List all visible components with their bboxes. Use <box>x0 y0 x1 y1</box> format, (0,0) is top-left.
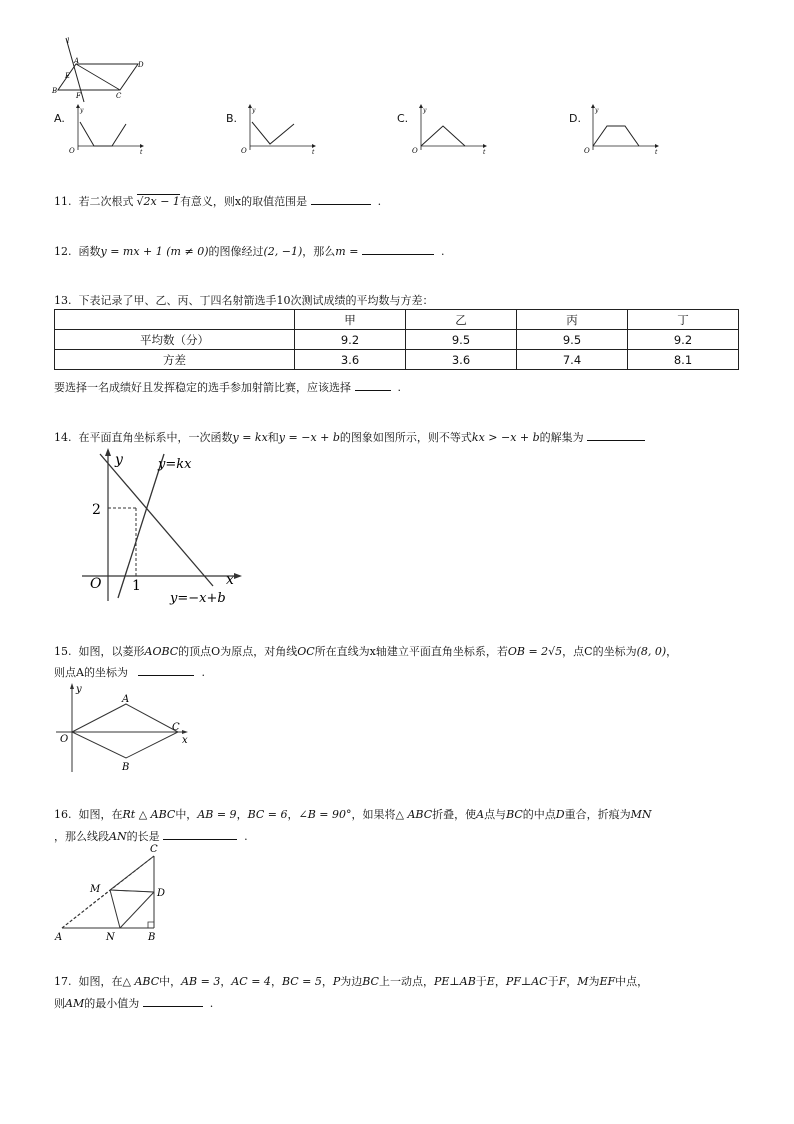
option-b-letter: B. <box>226 112 238 125</box>
svg-text:y: y <box>595 107 599 114</box>
q15-rhombus-figure <box>54 680 204 776</box>
q14-line2-label: y=−x+b <box>170 591 226 606</box>
svg-text:x: x <box>182 735 188 746</box>
q14-line1-label: y=kx <box>158 457 192 472</box>
svg-text:y: y <box>76 684 82 695</box>
label-B: B <box>52 87 58 95</box>
q14-origin: O <box>90 576 102 592</box>
question-15-line1: 15. 如图，以菱形AOBC的顶点O为原点，对角线OC所在直线为x轴建立平面直角坐标系，若OB = 2√5，点C的坐标为(8, 0)， <box>54 645 678 658</box>
svg-text:C: C <box>172 722 180 733</box>
label-l: l <box>67 37 70 45</box>
svg-text:O: O <box>584 147 590 155</box>
option-c-graph <box>407 102 489 158</box>
svg-text:M: M <box>90 884 101 895</box>
table-row: 方差 3.6 3.6 7.4 8.1 <box>55 350 739 370</box>
svg-text:t: t <box>140 149 143 156</box>
q14-graph <box>78 446 253 606</box>
svg-text:A: A <box>55 932 63 943</box>
q14-answer-blank[interactable] <box>587 430 645 441</box>
option-c-letter: C. <box>397 112 409 125</box>
svg-text:D: D <box>157 888 166 899</box>
question-12: 12. 函数y = mx + 1 (m ≠ 0)的图像经过(2, −1)，那么m = . <box>54 245 445 258</box>
svg-text:C: C <box>150 844 158 855</box>
option-d-letter: D. <box>569 112 581 125</box>
question-14: 14. 在平面直角坐标系中，一次函数y = kx和y = −x + b的图象如图所示，则不等式kx > −x + b的解集为 <box>54 429 645 445</box>
q13-question: 要选择一名成绩好且发挥稳定的选手参加射箭比赛，应该选择 . <box>54 381 401 394</box>
option-a-letter: A. <box>54 112 65 125</box>
q14-tick-y: 2 <box>92 502 101 518</box>
svg-text:t: t <box>312 149 315 156</box>
label-E: E <box>65 72 71 80</box>
q13-answer-blank[interactable] <box>355 380 391 391</box>
svg-text:y: y <box>252 107 256 114</box>
svg-text:N: N <box>106 932 115 943</box>
q14-tick-x: 1 <box>132 578 141 594</box>
label-C: C <box>116 92 122 100</box>
q15-answer-blank[interactable] <box>138 665 194 676</box>
table-row: 平均数（分） 9.2 9.5 9.5 9.2 <box>55 330 739 350</box>
option-a-graph <box>64 102 146 158</box>
label-D: D <box>138 61 144 69</box>
svg-text:O: O <box>412 147 418 155</box>
svg-text:O: O <box>60 734 69 745</box>
option-b-graph <box>236 102 318 158</box>
q12-answer-blank[interactable] <box>362 244 434 255</box>
table-header-row: 甲 乙 丙 丁 <box>55 310 739 330</box>
score-table <box>54 309 739 370</box>
q16-triangle-figure <box>52 842 182 944</box>
svg-text:O: O <box>241 147 247 155</box>
svg-text:B: B <box>148 932 156 943</box>
q14-x-label: x <box>226 572 234 588</box>
svg-text:y: y <box>423 107 427 114</box>
q14-y-label: y <box>115 452 123 468</box>
question-11: 11. 若二次根式 √2x − 1有意义，则x的取值范围是 . <box>54 195 382 208</box>
question-16-line2: ，那么线段AN的长是 . <box>54 830 248 843</box>
label-F: F <box>76 92 81 100</box>
question-13: 13. 下表记录了甲、乙、丙、丁四名射箭选手10次测试成绩的平均数与方差： <box>54 294 434 307</box>
question-17-line1: 17. 如图，在△ ABC中，AB = 3，AC = 4，BC = 5，P为边BC上一动点，PE⊥AB于E，PF⊥AC于F，M为EF中点， <box>54 975 649 988</box>
question-16-line1: 16. 如图，在Rt △ ABC中，AB = 9，BC = 6，∠B = 90°，如果将△ ABC折叠，使A点与BC的中点D重合，折痕为MN <box>54 808 652 821</box>
option-d-graph <box>579 102 661 158</box>
svg-text:y: y <box>80 107 84 114</box>
q10-parallelogram-figure <box>50 34 150 106</box>
svg-text:B: B <box>122 762 130 773</box>
svg-text:A: A <box>122 694 130 705</box>
q17-answer-blank[interactable] <box>143 996 203 1007</box>
label-A: A <box>74 57 80 65</box>
svg-text:t: t <box>483 149 486 156</box>
svg-text:t: t <box>655 149 658 156</box>
q11-answer-blank[interactable] <box>311 194 371 205</box>
question-17-line2: 则AM的最小值为 . <box>54 997 214 1010</box>
q16-answer-blank[interactable] <box>163 829 237 840</box>
question-15-line2: 则点A的坐标为 . <box>54 666 205 679</box>
svg-text:O: O <box>69 147 75 155</box>
